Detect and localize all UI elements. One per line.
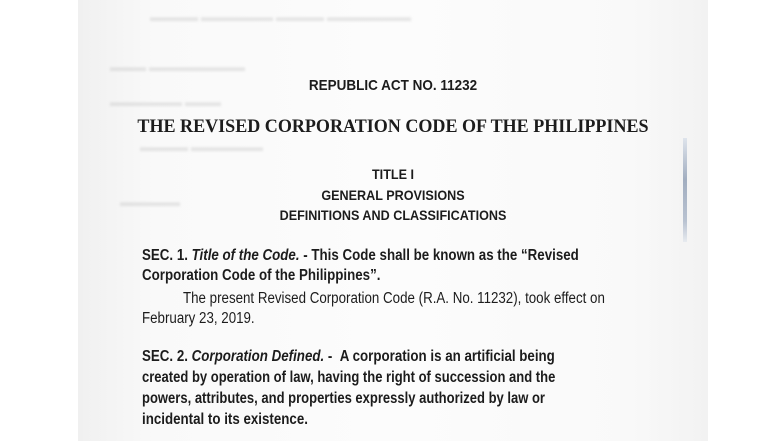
bleed-through-text: ▬▬▬▬ ▬▬▬▬▬▬ xyxy=(140,140,263,154)
section-1-line-2: Corporation Code of the Philippines”. xyxy=(142,267,381,284)
title-heading: GENERAL PROVISIONS xyxy=(321,187,465,203)
section-1-text: This Code shall be known as the “Revised xyxy=(311,247,579,264)
act-number: REPUBLIC ACT NO. 11232 xyxy=(308,77,478,94)
section-2-line-1 xyxy=(142,348,555,366)
bleed-through-text: ▬▬▬▬ ▬▬▬▬▬▬ ▬▬▬▬ ▬▬▬▬▬▬▬ xyxy=(150,10,411,24)
title-subheading: DEFINITIONS AND CLASSIFICATIONS xyxy=(279,207,507,223)
section-2-line-4: incidental to its existence. xyxy=(142,411,308,428)
section-2-line-2: created by operation of law, having the right of succession and the xyxy=(142,369,556,386)
section-2-number: SEC. 2. xyxy=(142,348,188,365)
section-1-note-line-1: The present Revised Corporation Code (R.A. No. 11232), took effect on xyxy=(183,290,605,307)
section-1-line-1 xyxy=(142,247,579,265)
section-2-dash: - xyxy=(324,348,337,365)
page-edge-shadow xyxy=(683,138,687,242)
section-1-note-line-2: February 23, 2019. xyxy=(142,310,255,327)
bleed-through-text: ▬▬▬▬▬▬ ▬▬▬ xyxy=(110,95,221,109)
section-1-number: SEC. 1. xyxy=(142,247,188,264)
title-number: TITLE I xyxy=(371,166,414,182)
section-1-heading: Title of the Code. xyxy=(191,247,300,264)
section-2-line-3: powers, attributes, and properties expressly authorized by law or xyxy=(142,390,546,407)
bleed-through-text: ▬▬▬ ▬▬▬▬▬▬▬▬ xyxy=(110,60,245,74)
document-title: THE REVISED CORPORATION CODE OF THE PHILIPPINES xyxy=(137,116,649,137)
section-2-heading: Corporation Defined. xyxy=(191,348,325,365)
section-1-dash: - xyxy=(299,247,312,264)
section-2-text: A corporation is an artificial being xyxy=(339,348,555,365)
bleed-through-text: ▬▬▬▬▬ xyxy=(120,195,180,209)
